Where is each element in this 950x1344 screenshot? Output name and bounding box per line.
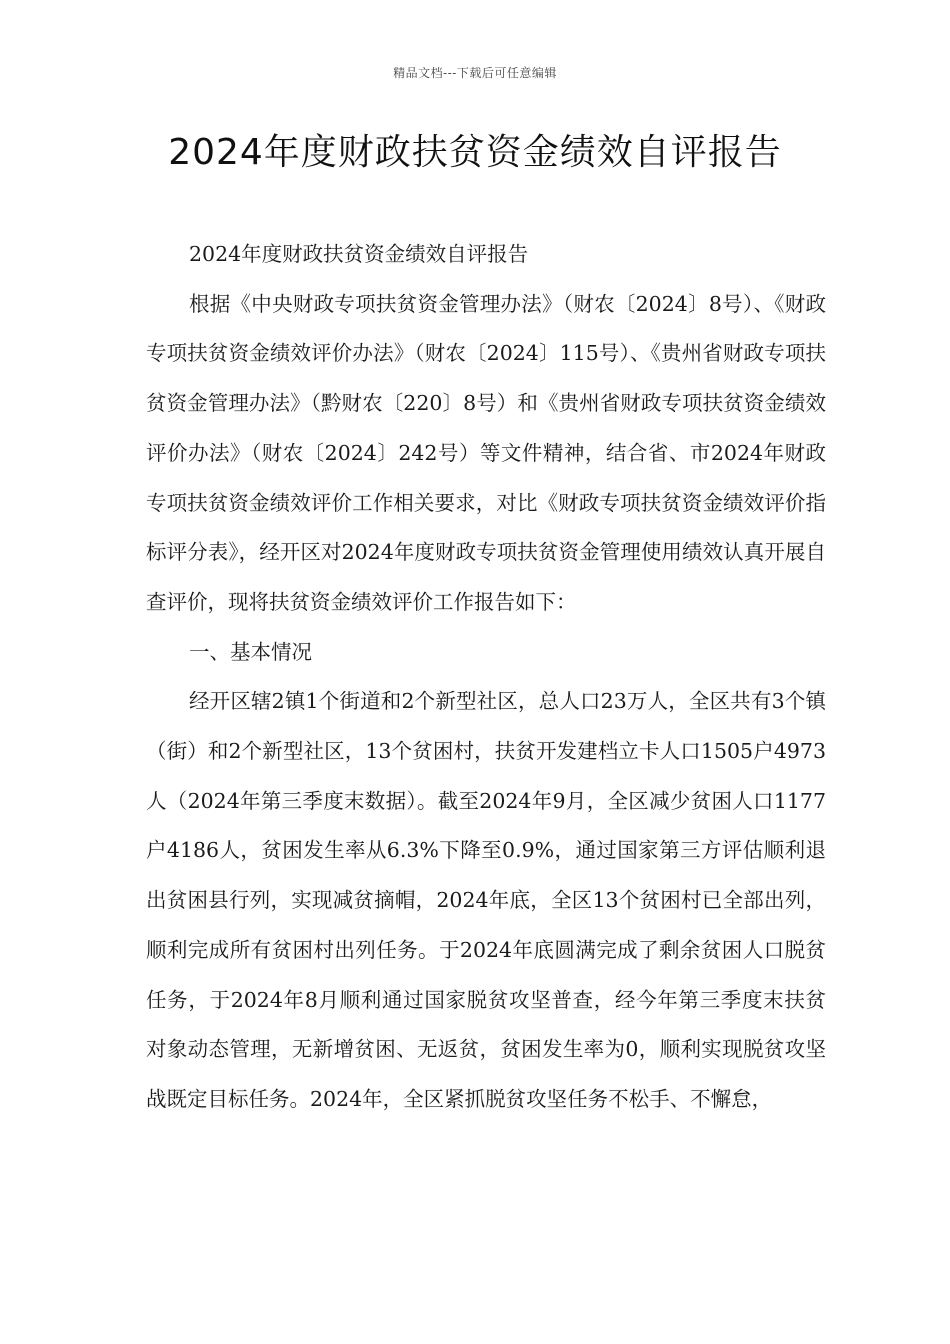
section-heading-basic-info: 一、基本情况 [189,639,312,664]
document-subtitle: 2024年度财政扶贫资金绩效自评报告 [189,242,529,266]
paragraph-basis: 根据《中央财政专项扶贫资金管理办法》（财农〔2024〕8号）、《财政专项扶贫资金绩效评价办法》（财农〔2024〕115号）、《贵州省财政专项扶贫资金管理办法》（黔财农〔220〕8号）和《贵州省财政专项扶贫资金绩效评价办法》（财农〔2024〕242号）等文件精神，结合省、市2024年财政专项扶贫资金绩效评价工作相关要求，对比《财政专项扶贫资金绩效评价指标评分表》，经开区对2024年度财政专项扶贫资金管理使用绩效认真开展自查评价，现将扶贫资金绩效评价工作报告如下： [146,291,826,614]
header-note: 精品文档---下载后可任意编辑 [393,66,557,80]
document-body [146,230,826,1125]
paragraph-basic-info: 经开区辖2镇1个街道和2个新型社区，总人口23万人，全区共有3个镇（街）和2个新型社区，13个贫困村，扶贫开发建档立卡人口1505户4973人（2024年第三季度末数据）。截至2024年9月，全区减少贫困人口1177户4186人，贫困发生率从6.3%下降至0.9%，通过国家第三方评估顺利退出贫困县行列，实现减贫摘帽，2024年底，全区13个贫困村已全部出列，顺利完成所有贫困村出列任务。于2024年底圆满完成了剩余贫困人口脱贫任务，于2024年8月顺利通过国家脱贫攻坚普查，经今年第三季度末扶贫对象动态管理，无新增贫困、无返贫，贫困发生率为0，顺利实现脱贫攻坚战既定目标任务。2024年，全区紧抓脱贫攻坚任务不松手、不懈怠， [146,689,826,1111]
document-title: 2024年度财政扶贫资金绩效自评报告 [168,132,782,173]
